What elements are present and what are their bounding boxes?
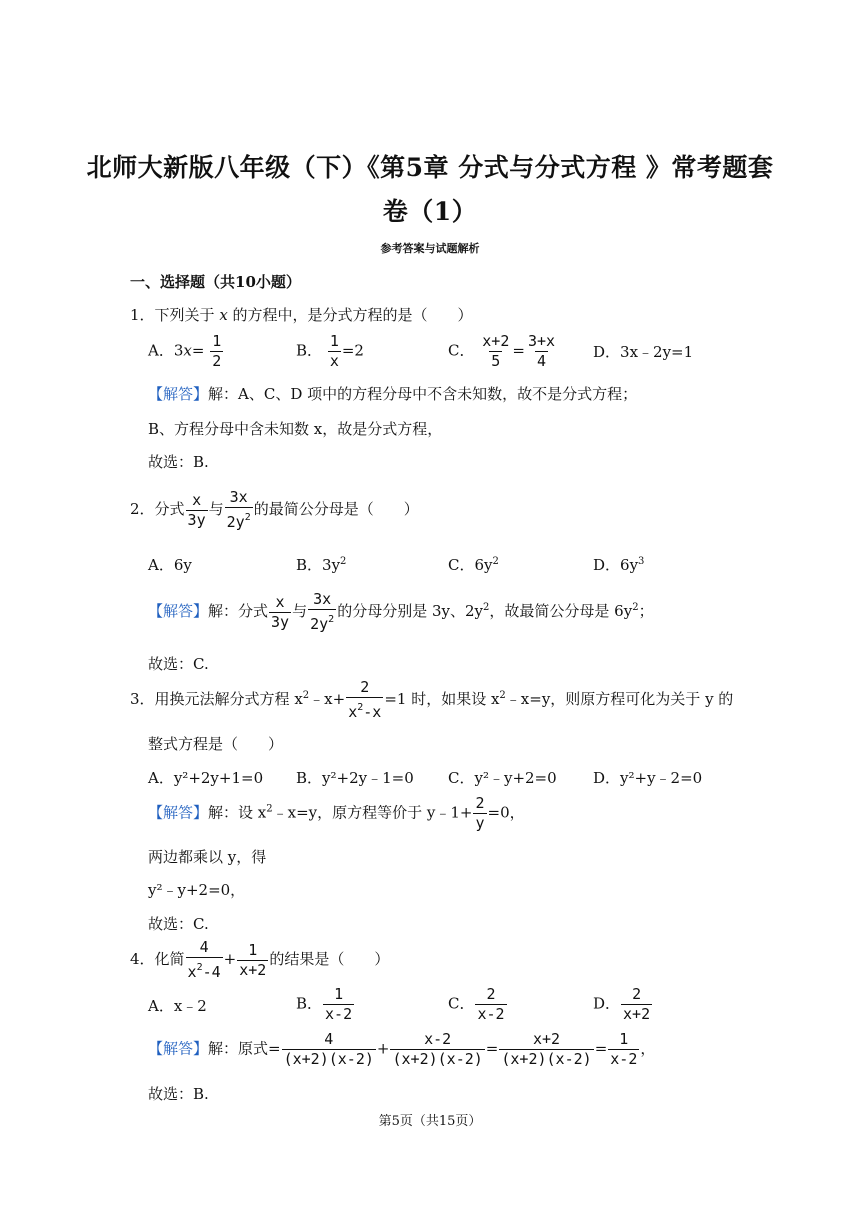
- q4-sol-fraction-3: $\frac{x+2}{(x+2)(x-2)}$: [501, 1030, 592, 1068]
- page-subtitle: 参考答案与试题解析: [380, 242, 480, 255]
- q4-sol-fraction-1: $\frac{4}{(x+2)(x-2)}$: [283, 1030, 374, 1068]
- question-4-stem: 4．化简 $\frac{4}{x^2-4}$ + $\frac{1}{x+2}$ 的结果是（ ）: [130, 938, 390, 981]
- q2-sol-fraction-1: $\frac{x}{3y}$: [271, 592, 290, 631]
- q1-option-b: B． $\frac{1}{x}$ =2: [296, 332, 364, 370]
- q3-option-c: C．y²﹣y+2=0: [448, 769, 557, 787]
- q4-sol-fraction-2: $\frac{x-2}{(x+2)(x-2)}$: [392, 1030, 483, 1068]
- q3-solution-4: 故选：C.: [148, 915, 209, 933]
- q4-option-a: A．x﹣2: [148, 997, 207, 1015]
- question-1-stem: 1．下列关于 x 的方程中，是分式方程的是（ ）: [130, 306, 473, 324]
- q1-fraction-b: $\frac{1}{x}$: [329, 332, 339, 370]
- q1-fraction-a: $\frac{1}{2}$: [212, 332, 222, 370]
- q3-solution-2: 两边都乘以 y，得: [148, 848, 267, 866]
- q1-option-d: D．3x﹣2y=1: [593, 343, 694, 361]
- q2-solution-1: 【解答】解：分式 $\frac{x}{3y}$ 与 $\frac{3x}{2y^2}$ 的分母分别是 3y、$2y^2$，故最简公分母是 $6y^2$；: [148, 590, 654, 633]
- q3-solution-3: y²﹣y+2=0，: [148, 881, 246, 899]
- q2-sol-fraction-2: $\frac{3x}{2y^2}$: [310, 590, 335, 633]
- page-title-line1: 北师大新版八年级（下）《第5章 分式与分式方程 》常考题套: [86, 153, 774, 182]
- q1-solution-3: 故选：B.: [148, 453, 209, 471]
- q3-fraction: $\frac{2}{x^2-x}$: [348, 678, 382, 721]
- page-title-line2: 卷（1）: [382, 197, 478, 226]
- q3-option-a: A．y²+2y+1=0: [148, 769, 264, 787]
- q4-fraction-c: $\frac{2}{x-2}$: [477, 985, 505, 1023]
- q2-option-b: B．$3y^2$: [296, 556, 347, 574]
- q4-fraction-b: $\frac{1}{x-2}$: [325, 985, 353, 1023]
- q3-option-d: D．y²+y﹣2=0: [593, 769, 703, 787]
- question-3-stem: 3．用换元法解分式方程 $x^2﹣x+$ $\frac{2}{x^2-x}$ =1 时，如果设 $x^2﹣x=y$，则原方程可化为关于 y 的: [130, 678, 734, 721]
- q2-option-c: C．$6y^2$: [448, 556, 499, 574]
- section-heading: 一、选择题（共10小题）: [130, 273, 301, 291]
- q2-option-d: D．$6y^3$: [593, 556, 645, 574]
- q1-option-c: C． $\frac{x+2}{5}$ = $\frac{3+x}{4}$: [448, 332, 556, 370]
- q1-fraction-c2: $\frac{3+x}{4}$: [527, 332, 556, 370]
- q1-solution-2: B、方程分母中含未知数 x，故是分式方程，: [148, 420, 443, 438]
- q4-solution-2: 故选：B.: [148, 1085, 209, 1103]
- q3-stem-line2: 整式方程是（ ）: [148, 735, 284, 753]
- q3-sol-fraction: $\frac{2}{y}$: [475, 794, 485, 832]
- q3-solution-1: 【解答】解：设 $x^2﹣x=y$，原方程等价于 y﹣1+ $\frac{2}{y}$ =0，: [148, 794, 525, 832]
- q4-solution-1: 【解答】解：原式= $\frac{4}{(x+2)(x-2)}$ + $\frac{x-2}{(x+2)(x-2)}$ = $\frac{x+2}{(x+2)(x-2)}$ = $\frac{1}{x-2}$ ，: [148, 1030, 656, 1068]
- q2-fraction-2: $\frac{3x}{2y^2}$: [226, 488, 251, 531]
- q4-option-d: D． $\frac{2}{x+2}$: [593, 985, 651, 1023]
- q4-fraction-1: $\frac{4}{x^2-4}$: [187, 938, 221, 981]
- q2-fraction-1: $\frac{x}{3y}$: [187, 490, 206, 529]
- q4-option-c: C． $\frac{2}{x-2}$: [448, 985, 505, 1023]
- q2-option-a: A．6y: [148, 556, 192, 574]
- q4-option-b: B． $\frac{1}{x-2}$: [296, 985, 353, 1023]
- q4-fraction-2: $\frac{1}{x+2}$: [239, 940, 267, 979]
- q1-solution-1: 【解答】解：A、C、D 项中的方程分母中不含未知数，故不是分式方程；: [148, 385, 638, 403]
- question-2-stem: 2．分式 $\frac{x}{3y}$ 与 $\frac{3x}{2y^2}$ 的最简公分母是（ ）: [130, 488, 419, 531]
- q1-fraction-c1: $\frac{x+2}{5}$: [482, 332, 510, 370]
- q4-sol-fraction-4: $\frac{1}{x-2}$: [610, 1030, 638, 1068]
- q4-fraction-d: $\frac{2}{x+2}$: [623, 985, 651, 1023]
- q1-option-a: A．3x= $\frac{1}{2}$: [148, 332, 222, 370]
- q2-solution-2: 故选：C.: [148, 655, 209, 673]
- q3-option-b: B．y²+2y﹣1=0: [296, 769, 414, 787]
- page-footer: 第5页（共15页）: [378, 1114, 482, 1129]
